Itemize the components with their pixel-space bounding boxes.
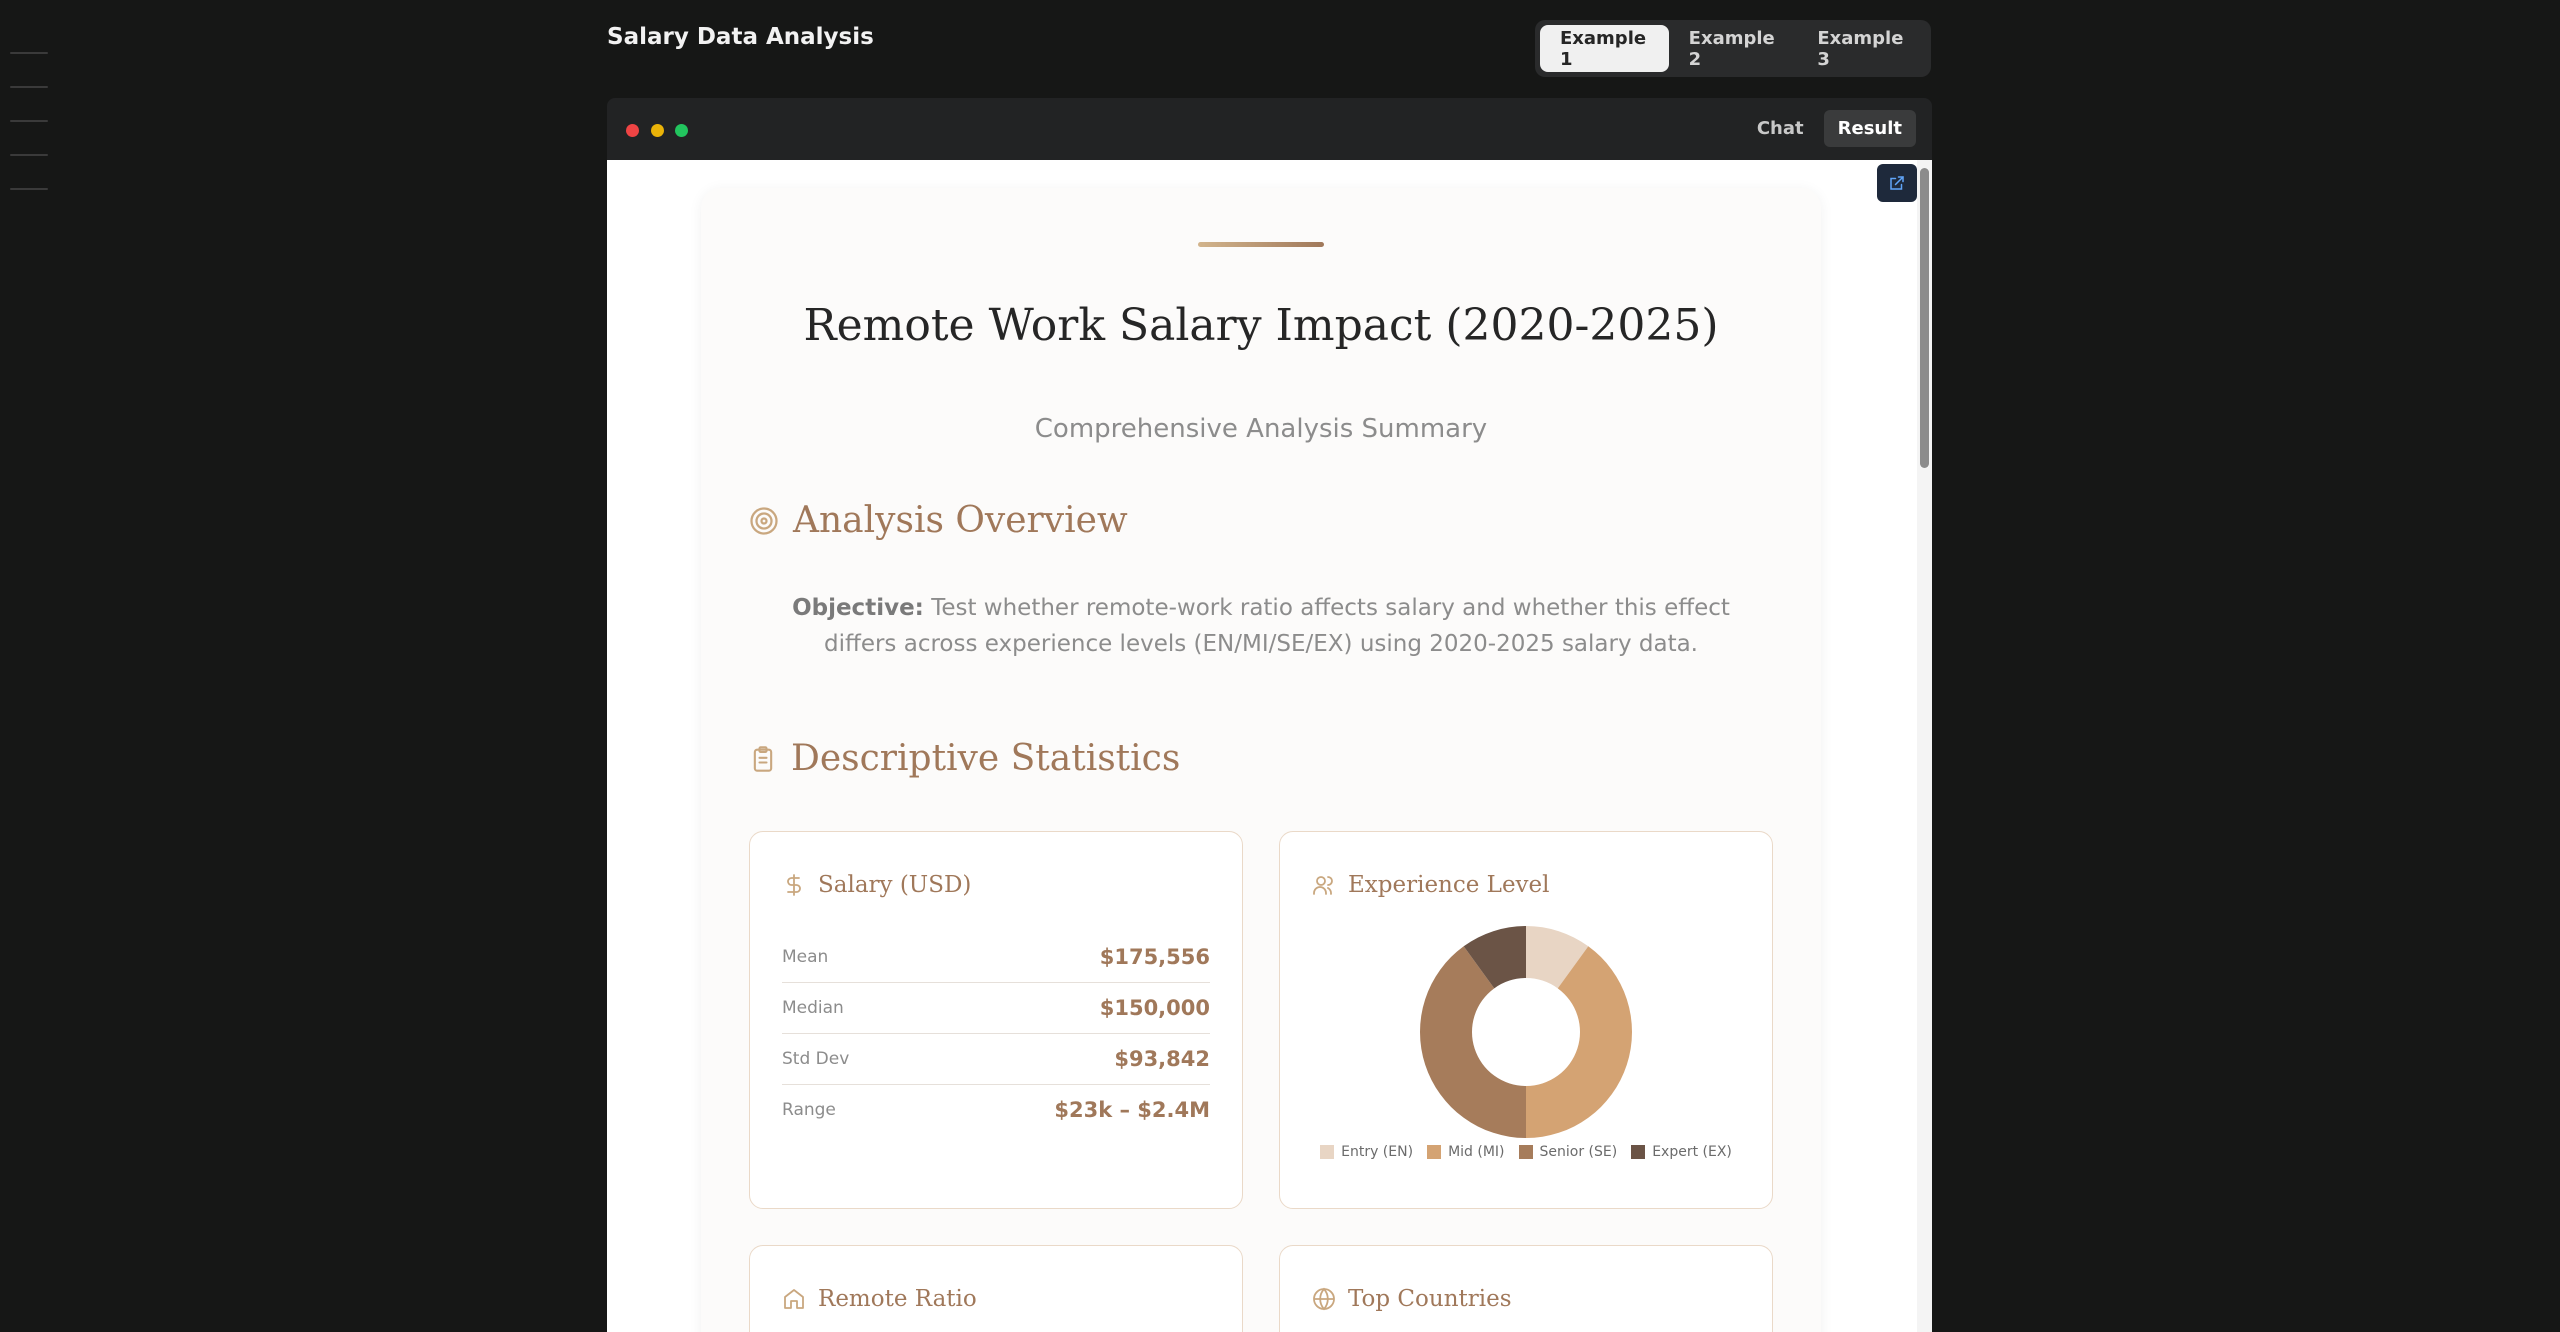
legend-item[interactable]: [1427, 1144, 1504, 1160]
salary-card-header: [782, 872, 971, 898]
stats-heading: Descriptive Statistics: [791, 738, 1181, 779]
result-view-button[interactable]: Result: [1824, 110, 1916, 147]
stat-label: Std Dev: [782, 1049, 850, 1069]
home-icon: [782, 1287, 806, 1311]
tab-example-3[interactable]: Example 3: [1817, 27, 1904, 70]
rail-line[interactable]: [10, 86, 48, 88]
rail-line[interactable]: [10, 120, 48, 122]
objective-label: Objective:: [792, 595, 924, 621]
salary-stats-table: [782, 932, 1210, 1135]
experience-legend: [1280, 1144, 1772, 1160]
stat-row: [782, 1085, 1210, 1135]
stat-row: [782, 1034, 1210, 1085]
target-icon: [749, 506, 779, 536]
stat-label: Median: [782, 998, 844, 1018]
stat-value: $175,556: [1099, 945, 1210, 969]
salary-card: [749, 831, 1243, 1209]
view-toggle: [1743, 110, 1916, 147]
legend-swatch: [1320, 1145, 1334, 1159]
stat-label: Range: [782, 1100, 836, 1120]
stat-value: $23k – $2.4M: [1054, 1098, 1210, 1122]
open-external-button[interactable]: [1877, 164, 1917, 202]
rail-line[interactable]: [10, 188, 48, 190]
rail-line[interactable]: [10, 52, 48, 54]
legend-item[interactable]: [1320, 1144, 1413, 1160]
objective-text: Test whether remote-work ratio affects salary and whether this effect differs across experience levels (EN/MI/SE/EX) using 2020-2025 salary data.: [823, 595, 1730, 657]
legend-swatch: [1427, 1145, 1441, 1159]
stat-value: $150,000: [1099, 996, 1210, 1020]
external-link-icon: [1888, 174, 1906, 192]
globe-icon: [1312, 1287, 1336, 1311]
clipboard-icon: [749, 745, 777, 773]
experience-card: [1279, 831, 1773, 1209]
tab-example-1[interactable]: Example 1: [1540, 25, 1669, 72]
app-title: Salary Data Analysis: [607, 24, 874, 50]
maximize-window-dot[interactable]: [675, 124, 688, 137]
report-subtitle: Comprehensive Analysis Summary: [1034, 414, 1488, 444]
stat-row: [782, 983, 1210, 1034]
countries-card: [1279, 1245, 1773, 1332]
legend-label: Mid (MI): [1448, 1144, 1505, 1160]
countries-card-header: [1312, 1286, 1512, 1312]
left-rail: [10, 52, 48, 222]
legend-label: Entry (EN): [1341, 1144, 1414, 1160]
minimize-window-dot[interactable]: [651, 124, 664, 137]
countries-card-title: Top Countries: [1348, 1286, 1512, 1312]
legend-label: Senior (SE): [1539, 1144, 1618, 1160]
legend-item[interactable]: [1519, 1144, 1618, 1160]
stat-row: [782, 932, 1210, 983]
remote-card-title: Remote Ratio: [818, 1286, 977, 1312]
salary-card-title: Salary (USD): [818, 872, 972, 898]
remote-card: [749, 1245, 1243, 1332]
report-title: Remote Work Salary Impact (2020-2025): [803, 300, 1719, 351]
stats-section-heading: [749, 738, 1180, 779]
result-window: [607, 98, 1932, 1332]
stat-label: Mean: [782, 947, 829, 967]
stat-value: $93,842: [1114, 1047, 1210, 1071]
report-card: [701, 188, 1821, 1332]
experience-card-header: [1312, 872, 1550, 898]
close-window-dot[interactable]: [626, 124, 639, 137]
accent-divider: [1198, 242, 1324, 247]
rail-line[interactable]: [10, 154, 48, 156]
overview-heading: Analysis Overview: [793, 500, 1128, 541]
tab-example-2[interactable]: Example 2: [1688, 27, 1775, 70]
window-titlebar: [607, 98, 1932, 160]
legend-item[interactable]: [1631, 1144, 1732, 1160]
remote-card-header: [782, 1286, 977, 1312]
legend-label: Expert (EX): [1652, 1144, 1732, 1160]
legend-swatch: [1519, 1145, 1533, 1159]
objective-paragraph: [761, 590, 1761, 662]
chat-view-button[interactable]: Chat: [1756, 118, 1804, 139]
users-icon: [1312, 873, 1336, 897]
result-viewport: [607, 160, 1932, 1332]
legend-swatch: [1631, 1145, 1645, 1159]
scrollbar-thumb[interactable]: [1920, 168, 1929, 468]
example-tabs: [1535, 20, 1931, 77]
overview-section-heading: [749, 500, 1128, 541]
experience-card-title: Experience Level: [1348, 872, 1550, 898]
dollar-icon: [782, 873, 806, 897]
experience-donut-chart: [1418, 924, 1634, 1140]
